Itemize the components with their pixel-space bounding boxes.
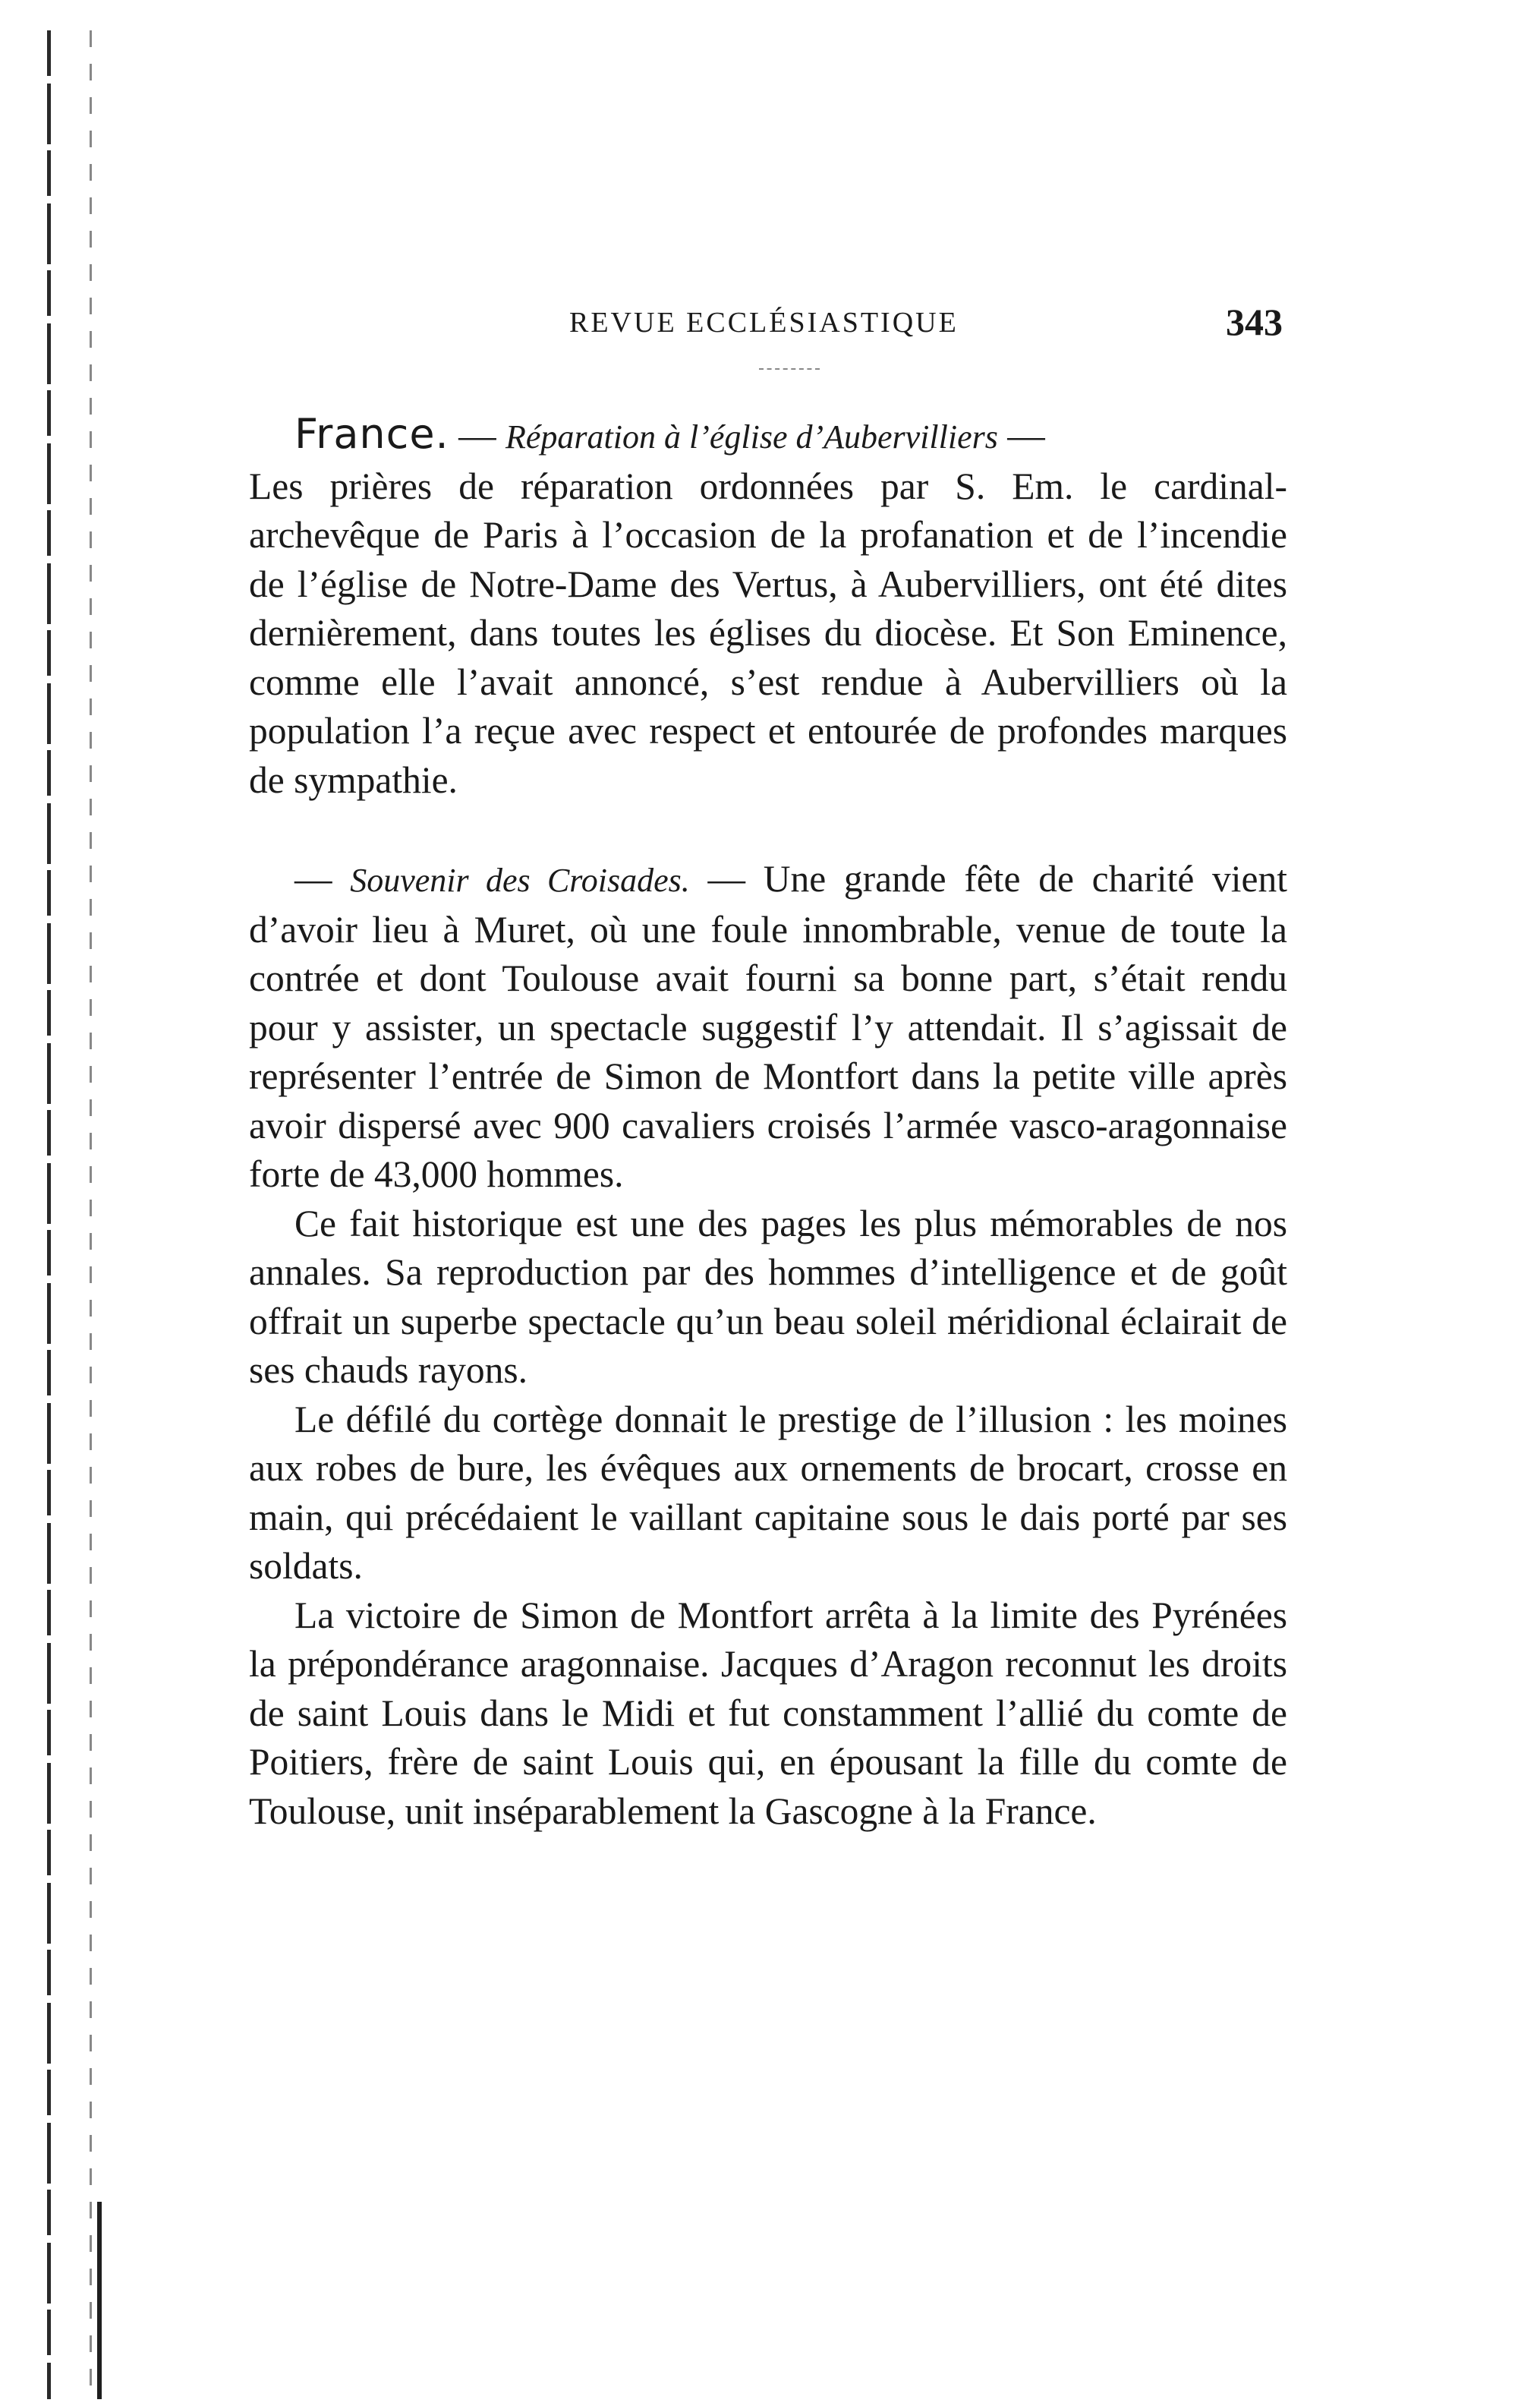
header-rule	[759, 368, 820, 370]
article-text: Les prières de réparation ordonnées par S. Em. le cardinal-archevêque de Paris à l’occasion de la profanation et de l’incendie de l’église de Notre-Dame des Vertus, à Aubervilliers, ont été dites dernièrement, dans toutes les églises du diocèse. Et Son Eminence, comme elle l’avait annoncé, s’est rendue à Aubervilliers où la population l’a reçue avec respect et entourée de profondes marques de sympathie.	[249, 465, 1287, 801]
article-subtitle: Souvenir des Croisades.	[350, 862, 690, 899]
paragraph: Le défilé du cortège donnait le prestige de l’illusion : les moines aux robes de bure, les évêques aux ornements de brocart, crosse en main, qui précédaient le vaillant capitaine sous le dais porté par ses soldats.	[249, 1398, 1287, 1587]
article-body	[249, 410, 1287, 1836]
lead-dash: —	[294, 858, 351, 900]
binding-edge-dots	[90, 30, 92, 2399]
lead-dash: —	[449, 415, 505, 456]
section-break	[249, 805, 1287, 855]
subtitle-dash: —	[997, 415, 1045, 456]
subtitle-dash: —	[689, 858, 764, 900]
paragraph: La victoire de Simon de Montfort arrêta à la limite des Pyrénées la prépondérance aragonnaise. Jacques d’Aragon reconnut les droits de saint Louis dans le Midi et fut constamment l’allié du comte de Poitiers, frère de saint Louis qui, en épousant la fille du comte de Toulouse, unit inséparablement la Gascogne à la France.	[249, 1594, 1287, 1832]
article-croisades	[249, 855, 1287, 1200]
binding-edge	[47, 30, 51, 2399]
article-france	[249, 410, 1287, 805]
paragraph: Ce fait historique est une des pages les plus mémorables de nos annales. Sa reproduction par des hommes d’intelligence et de goût offrait un superbe spectacle qu’un beau soleil méridional éclairait de ses chauds rayons.	[249, 1202, 1287, 1391]
running-title: REVUE ECCLÉSIASTIQUE	[569, 307, 959, 339]
article-lead: France.	[294, 410, 449, 458]
article-text: Une grande fête de charité vient d’avoir lieu à Muret, où une foule innombrable, venue de toute la contrée et dont Toulouse avait fourni sa bonne part, s’était rendu pour y assister, un spectacle suggestif l’y attendait. Il s’agissait de représenter l’entrée de Simon de Montfort dans la petite ville après avoir dispersé avec 900 cavaliers croisés l’armée vasco-aragonnaise forte de 43,000 hommes.	[249, 858, 1288, 1195]
binding-edge-bottom	[97, 2202, 102, 2399]
page-header	[250, 300, 1283, 345]
page-number: 343	[1226, 301, 1283, 343]
article-subtitle: Réparation à l’église d’Aubervilliers	[505, 418, 998, 456]
